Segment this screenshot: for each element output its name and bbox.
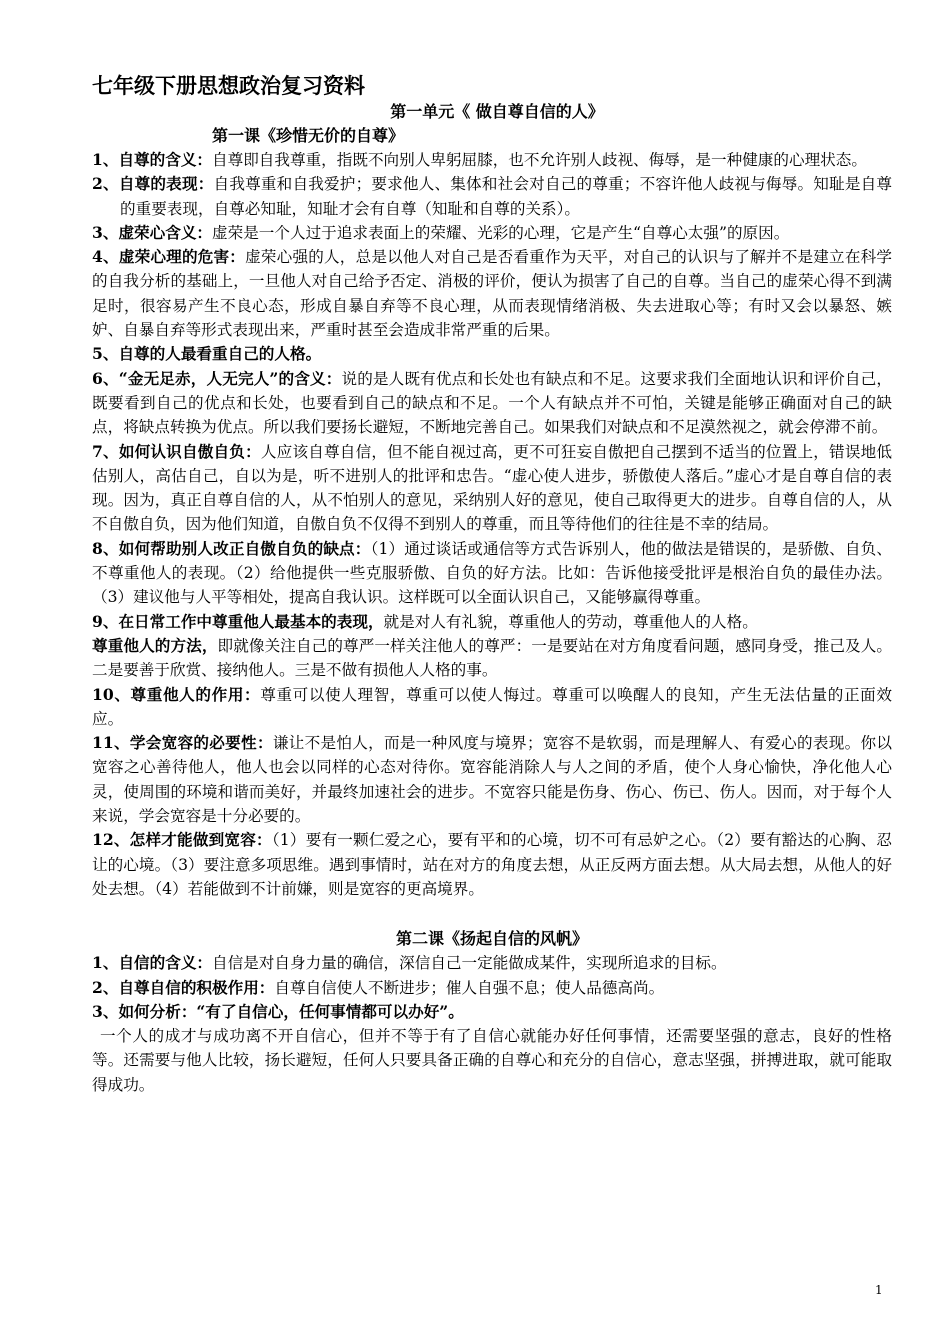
lesson1-item-7: 7、如何认识自傲自负：人应该自尊自信，但不能自视过高，更不可狂妄自傲把自己摆到不适当的位置上，错误地低估别人，高估自己，自以为是，听不进别人的批评和忠告。“虚心使人进步，骄傲使人落后。”虚心才是自尊自信的表现。因为，真正自尊自信的人，从不怕别人的意见，采纳别人好的意见，使自己取得更大的进步。自尊自信的人，从不自傲自负，因为他们知道，自傲自负不仅得不到别人的尊重，而且等待他们的往往是不幸的结局。 <box>92 441 892 534</box>
lesson2-item-3: 3、如何分析：“有了自信心，任何事情都可以办好”。 <box>92 1001 464 1021</box>
lesson1-item-9: 9、在日常工作中尊重他人最基本的表现，就是对人有礼貌，尊重他人的劳动，尊重他人的人格。 <box>92 611 758 631</box>
lesson2-items <box>92 951 892 1097</box>
lesson2-paragraph: 一个人的成才与成功离不开自信心，但并不等于有了自信心就能办好任何事情，还需要坚强的意志，良好的性格等。还需要与他人比较，扬长避短，任何人只要具备正确的自尊心和充分的自信心，意志坚强，拼搏进取，就可能取得成功。 <box>92 1027 892 1094</box>
unit-title: 第一单元《 做自尊自信的人》 <box>390 102 604 121</box>
lesson1-item-4: 4、虚荣心理的危害：虚荣心强的人，总是以他人对自己是否看重作为天平，对自己的认识与了解并不是建立在科学的自我分析的基础上，一旦他人对自己给予否定、消极的评价，便认为损害了自己的自尊。当自己的虚荣心得不到满足时，很容易产生不良心态，形成自暴自弃等不良心理，从而表现情绪消极、失去进取心等；有时又会以暴怒、嫉妒、自暴自弃等形式表现出来，严重时甚至会造成非常严重的后果。 <box>92 247 892 340</box>
document-page <box>92 72 892 1097</box>
lesson1-item-2: 2、自尊的表现：自我尊重和自我爱护；要求他人、集体和社会对自己的尊重；不容许他人歧视与侮辱。知耻是自尊的重要表现，自尊必知耻，知耻才会有自尊（知耻和自尊的关系）。 <box>92 174 892 218</box>
lesson1-item-3: 3、虚荣心含义：虚荣是一个人过于追求表面上的荣耀、光彩的心理，它是产生“自尊心太强”的原因。 <box>92 222 790 242</box>
lesson2-item-1: 1、自信的含义：自信是对自身力量的确信，深信自己一定能做成某件，实现所追求的目标。 <box>92 953 727 973</box>
lesson1-title: 第一课《珍惜无价的自尊》 <box>212 126 405 145</box>
page-number: 1 <box>875 1283 883 1297</box>
lesson1-item-5: 5、自尊的人最看重自己的人格。 <box>92 344 322 364</box>
lesson1-item-8: 8、如何帮助别人改正自傲自负的缺点：（1）通过谈话或通信等方式告诉别人，他的做法是错误的，是骄傲、自负、不尊重他人的表现。（2）给他提供一些克服骄傲、自负的好方法。比如：告诉他接受批评是根治自负的最佳办法。（3）建议他与人平等相处，提高自我认识。这样既可以全面认识自己，又能够赢得尊重。 <box>92 538 892 607</box>
lesson1-item-1: 1、自尊的含义：自尊即自我尊重，指既不向别人卑躬屈膝，也不允许别人歧视、侮辱，是一种健康的心理状态。 <box>92 150 867 169</box>
lesson1-item-11: 11、学会宽容的必要性：谦让不是怕人，而是一种风度与境界；宽容不是软弱，而是理解人、有爱心的表现。你以宽容之心善待他人，他人也会以同样的心态对待你。宽容能消除人与人之间的矛盾，使个人身心愉快，净化他人心灵，使周围的环境和谐而美好，并最终加速社会的进步。不宽容只能是伤身、伤心、伤已、伤人。因而，对于每个人来说，学会宽容是十分必要的。 <box>92 733 892 826</box>
lesson1-item-6: 6、“金无足赤，人无完人”的含义：说的是人既有优点和长处也有缺点和不足。这要求我们全面地认识和评价自己，既要看到自己的优点和长处，也要看到自己的缺点和不足。一个人有缺点并不可怕，关键是能够正确面对自己的缺点，将缺点转换为优点。所以我们要扬长避短，不断地完善自己。如果我们对缺点和不足漠然视之，就会停滞不前。 <box>92 368 892 437</box>
lesson2-item-2: 2、自尊自信的积极作用：自尊自信使人不断进步；催人自强不息；使人品德高尚。 <box>92 977 665 997</box>
lesson2-title: 第二课《扬起自信的风帆》 <box>395 929 588 949</box>
lesson1-item-10: 10、尊重他人的作用：尊重可以使人理智，尊重可以使人悔过。尊重可以唤醒人的良知，产生无法估量的正面效应。 <box>92 684 892 728</box>
lesson1-item-respect-methods: 尊重他人的方法，即就像关注自己的尊严一样关注他人的尊严：一是要站在对方角度看问题，感同身受，推己及人。二是要善于欣赏、接纳他人。三是不做有损他人人格的事。 <box>92 635 892 680</box>
lesson1-items <box>92 148 892 901</box>
section-spacer <box>92 901 892 925</box>
document-title: 七年级下册思想政治复习资料 <box>92 73 365 98</box>
lesson1-item-12: 12、怎样才能做到宽容：（1）要有一颗仁爱之心，要有平和的心境，切不可有忌妒之心。（2）要有豁达的心胸、忍让的心境。（3）要注意多项思维。遇到事情时，站在对方的角度去想，从正反两方面去想。从大局去想，从他人的好处去想。（4）若能做到不计前嫌，则是宽容的更高境界。 <box>92 830 893 898</box>
